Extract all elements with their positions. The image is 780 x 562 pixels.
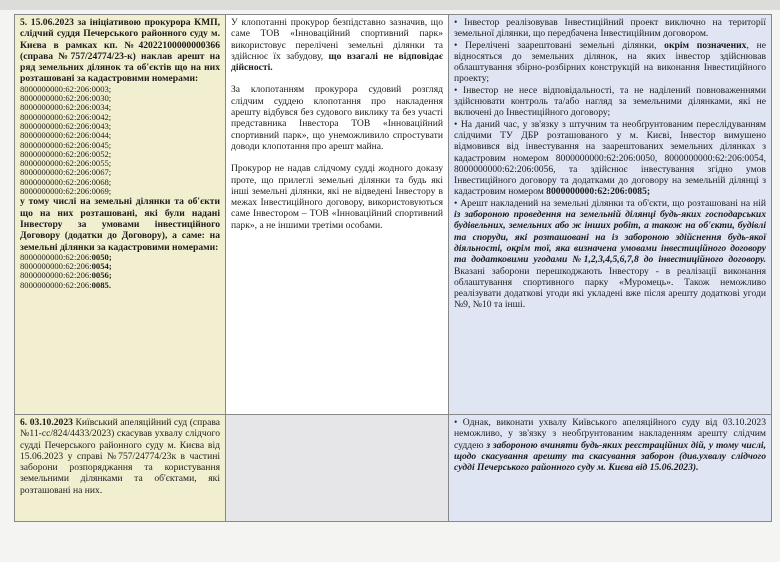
cadastral-number: 8000000000:62:206:0042; (20, 111, 112, 122)
row5-col2-para3: Прокурор не надав слідчому судді жодного доказу проте, що прилеглі земельні ділянки та будь які інші земельні ділянки, які не відведені Інвестору в межах Інвестиційного договору, використовуються саме Інвестором – ТОВ «Інноваційний спортивний парк», а не іншими третіми особами. (231, 163, 443, 231)
cadastral-number: 8000000000:62:206:0056; (20, 270, 112, 281)
cadastral-number: 8000000000:62:206:0030; (20, 93, 112, 104)
cadastral-number: 8000000000:62:206:0043; (20, 120, 112, 131)
row5-col3-cell (449, 15, 772, 415)
row5-col2-para2: За клопотанням прокурора судовий розгляд слідчим суддею клопотання про накладення арешту відбувся без судового виклику та без участі представника Інвестора ТОВ «Інноваційний спортивний парк», що унеможливило спростувати доводи клопотання про арешт майна. (231, 84, 443, 152)
cadastral-number: 8000000000:62:206:0067; (20, 167, 112, 178)
row5-col3-bullet-5: • Арешт накладений на земельні ділянки та об'єкти, що розташовані на ній із забороною проведення на земельній ділянці будь-яких господарських будівельних, земельних або ж інших робіт, а також на об'єкти, будівлі та споруди, які розташовані на із забороною здійснення будь-якої діяльності, окрім тої, яка визначена умовами інвестиційного договору та додатковими угодами №1,2,3,4,5,6,7,8 до інвестиційного договору. Вказані заборони перешкоджають Інвестору - в реалізації виконання облаштування спортивного парку «Муромець». Також неможливо реалізувати додаткові угоди які укладені вже після арешту додаткові угоди №9, №10 та інші. (454, 198, 766, 311)
row5-col3-bullet-4: • На даний час, у зв'язку з штучним та необґрунтованим переслідуванням слідчими ТУ ДБР розташованого у м. Києві, Інвестор вимушено відмовився від інвестування на заарештованих земельних ділянках з кадастровим номером 8000000000:62:206:0050, 8000000000:62:206:0054, 8000000000:62:206:0056, та здійснює інвестування згідно умов Інвестиційного договору та додатками до договору на земельній ділянці з кадастровим номером 8000000000:62:206:0085; (454, 119, 766, 198)
row5-col3-bullet-2: • Перелічені заарештовані земельні ділянки, окрім позначених, не відносяться до земельних ділянок, на яких інвестор здійснював облаштування збірно-розбірних конструкцій на виконання Інвестиційного проекту; (454, 40, 766, 85)
cadastral-number: 8000000000:62:206:0055; (20, 158, 112, 169)
cadastral-number: 8000000000:62:206:0034; (20, 102, 112, 113)
row6-col3-bullet-1: • Однак, виконати ухвалу Київського апеляційного суду від 03.10.2023 неможливо, у зв'язку з необґрунтованим накладенням арешту слідчим суддею з забороною вчиняти будь-яких реєстраційних дій, у тому числі, щодо скасування арешту та скасування заборон (див.ухвалу слідчого судді Печерського районного суду м. Києва від 15.06.2023). (454, 417, 766, 473)
cadastral-number: 8000000000:62:206:0052; (20, 148, 112, 159)
table-row-6 (15, 415, 772, 522)
row6-col1-cell (15, 415, 226, 522)
row6-col1-para: 6. 03.10.2023 Київський апеляційний суд (справа №11-сс/824/4433/2023) скасував ухвалу слідчого судді Печерського районного суду м. Києва від 15.06.2023 у справі №757/24774/23к в частині заборони розпоряджання та користування земельними ділянками та об'єктами, які розташовані на них. (20, 417, 220, 496)
row6-col2-cell (226, 415, 449, 522)
cadastral-number: 8000000000:62:206:0069; (20, 186, 112, 197)
row5-col1-investor-plots: у тому числі на земельні ділянки та об'єкти що на них розташовані, які були надані Інвестору за умовами інвестиційного Договору (додатки до Договору), а саме: на земельні ділянки за кадастровими номерами: (20, 196, 220, 253)
cadastral-number: 8000000000:62:206:0044; (20, 130, 112, 141)
cadastral-number: 8000000000:62:206:0054; (20, 261, 112, 272)
cadastral-number: 8000000000:62:206:0085. (20, 279, 111, 290)
cadastral-number: 8000000000:62:206:0003; (20, 83, 112, 94)
row5-col2-para1: У клопотанні прокурор безпідставно зазначив, що саме ТОВ «Інноваційний спортивний парк» використовує перелічені земельні ділянки та здійснює їх забудову, що взагалі не відповідає дійсності. (231, 17, 443, 74)
row5-col2-cell (226, 15, 449, 415)
cadastral-number: 8000000000:62:206:0050; (20, 251, 112, 262)
row5-col3-bullet-3: • Інвестор не несе відповідальності, та не наділений повноваженнями здійснювати контроль та/або нагляд за земельними ділянками, які не включені до Інвестиційного договору; (454, 85, 766, 119)
page-top-edge (0, 0, 780, 10)
row5-col1-cell (15, 15, 226, 415)
objections-table (14, 14, 772, 522)
cadastral-number: 8000000000:62:206:0045; (20, 139, 112, 150)
row5-col3-bullet-1: • Інвестор реалізовував Інвестиційний проект виключно на території земельної ділянки, що передбачена Інвестиційним договором. (454, 17, 766, 40)
table-row-5 (15, 15, 772, 415)
cadastral-list-1 (20, 85, 220, 197)
row6-col3-cell (449, 415, 772, 522)
row5-col1-intro: 5. 15.06.2023 за ініціативою прокурора КМП, слідчий суддя Печерського районного суду м. Києва в рамках кп. №42022100000000366 (справа №757/24774/23-к) наклав арешт на ряд земельних ділянок та об'єктів що на них розташовані за кадастровими номерами: (20, 17, 220, 85)
cadastral-list-2 (20, 253, 220, 290)
cadastral-number: 8000000000:62:206:0068; (20, 176, 112, 187)
